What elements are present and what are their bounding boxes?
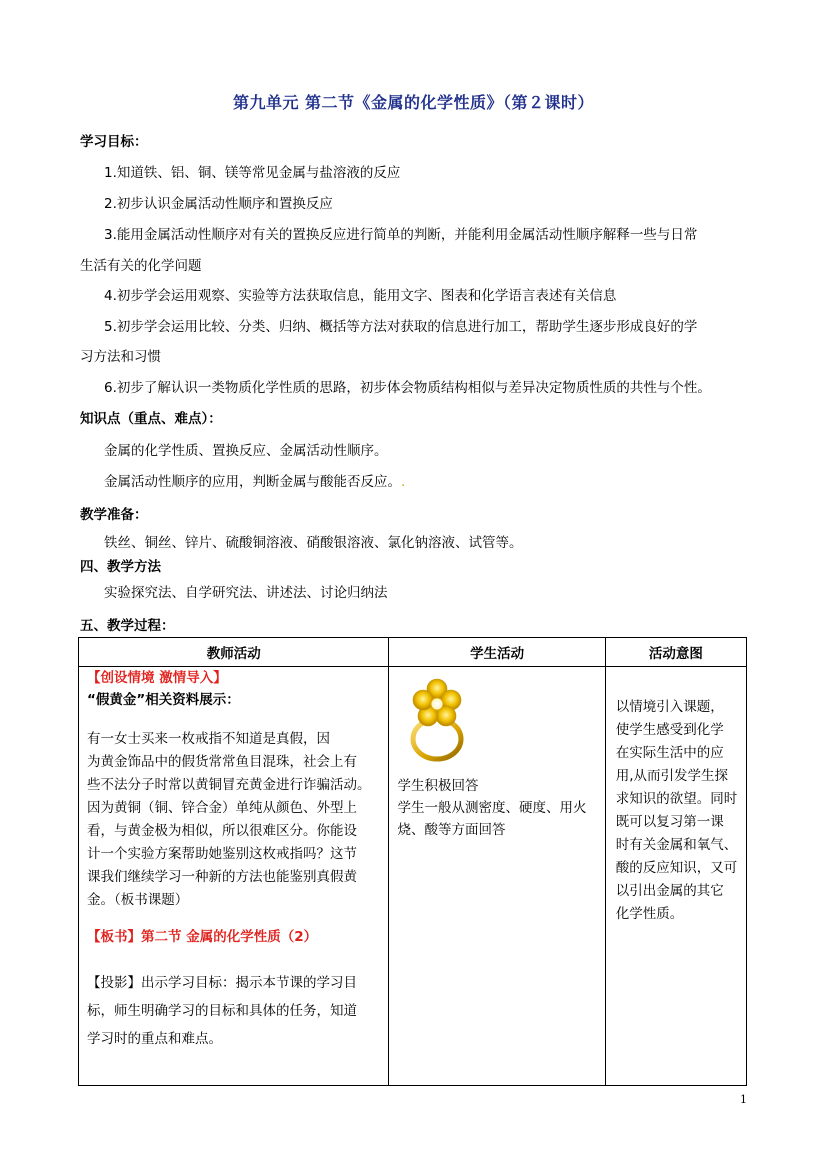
student-cell — [389, 667, 605, 1086]
goal-item: 6.初步了解认识一类物质化学性质的思路，初步体会物质结构相似与差异决定物质性质的共性与个性。 — [104, 380, 711, 396]
story-line: 金。（板书课题） — [87, 892, 189, 908]
knowledge-item — [104, 472, 405, 492]
story-line: 为黄金饰品中的假货常常鱼目混珠，社会上有 — [87, 754, 357, 770]
column-header-intent: 活动意图 — [605, 638, 746, 667]
teacher-cell — [79, 667, 389, 1086]
projection-line: 【投影】出示学习目标：揭示本节课的学习目 — [87, 975, 357, 991]
intent-line: 在实际生活中的应 — [615, 745, 724, 761]
story-line: 计一个实验方案帮助她鉴别这枚戒指吗？这节 — [87, 846, 357, 862]
goal-item: 4.初步学会运用观察、实验等方法获取信息，能用文字、图表和化学语言表述有关信息 — [104, 288, 617, 304]
process-table — [78, 637, 747, 1086]
board-line — [87, 926, 383, 949]
intent-line: 求知识的欲望。同时 — [615, 791, 738, 807]
intent-line: 以引出金属的其它 — [615, 883, 724, 899]
story-line: 课我们继续学习一种新的方法也能鉴别真假黄 — [87, 869, 357, 885]
goal-item: 1.知道铁、铝、铜、镁等常见金属与盐溶液的反应 — [104, 165, 401, 181]
story-line: 因为黄铜（铜、锌合金）单纯从颜色、外型上 — [87, 800, 357, 816]
intent-line: 用,从而引发学生探 — [615, 768, 729, 784]
intent-line: 以情境引入课题， — [615, 699, 724, 715]
student-line: 烧、酸等方面回答 — [397, 822, 506, 838]
board-tag: 【板书】 — [87, 929, 141, 945]
story-line: 些不法分子时常以黄铜冒充黄金进行诈骗活动。 — [87, 777, 371, 793]
story-line: 看，与黄金极为相似，所以很难区分。你能设 — [87, 823, 357, 839]
intent-cell — [605, 667, 746, 1086]
story-line: 有一女士买来一枚戒指不知道是真假，因 — [87, 731, 330, 747]
scene-tag: 【创设情境 激情导入】 — [87, 670, 227, 686]
trailing-mark: . — [401, 474, 406, 490]
knowledge-item-text: 金属活动性顺序的应用，判断金属与酸能否反应。 — [104, 474, 401, 490]
intent-line: 既可以复习第一课 — [615, 814, 724, 830]
goal-item: 2.初步认识金属活动性顺序和置换反应 — [104, 196, 333, 212]
student-line: 学生一般从测密度、硬度、用火 — [397, 800, 587, 816]
process-heading: 五、教学过程： — [80, 618, 175, 634]
goal-item-continuation: 生活有关的化学问题 — [80, 258, 202, 274]
page-title: 第九单元 第二节《金属的化学性质》（第２课时） — [232, 93, 595, 112]
intent-line: 化学性质。 — [615, 906, 684, 922]
goal-item: 3.能用金属活动性顺序对有关的置换反应进行简单的判断，并能利用金属活动性顺序解释一些与日常 — [104, 227, 698, 243]
table-header-row — [79, 638, 747, 667]
methods-heading: 四、教学方法 — [80, 559, 161, 575]
intent-line: 酸的反应知识，又可 — [615, 860, 738, 876]
methods-text: 实验探究法、自学研究法、讲述法、讨论归纳法 — [104, 585, 388, 601]
knowledge-heading: 知识点（重点、难点）： — [80, 411, 222, 427]
goal-item: 5.初步学会运用比较、分类、归纳、概括等方法对获取的信息进行加工，帮助学生逐步形成良好的学 — [104, 319, 698, 335]
prep-heading: 教学准备： — [80, 507, 148, 523]
projection-line: 标，师生明确学习的目标和具体的任务，知道 — [87, 1003, 357, 1019]
goals-heading: 学习目标： — [80, 134, 148, 150]
student-line: 学生积极回答 — [397, 778, 479, 794]
board-text: 第二节 金属的化学性质（2） — [141, 929, 318, 945]
column-header-student: 学生活动 — [389, 638, 605, 667]
fake-gold-subhead: “假黄金”相关资料展示： — [87, 692, 240, 708]
knowledge-item: 金属的化学性质、置换反应、金属活动性顺序。 — [104, 443, 388, 459]
gold-ring-image — [403, 673, 471, 765]
column-header-teacher: 教师活动 — [79, 638, 389, 667]
table-row — [79, 667, 747, 1086]
projection-line: 学习时的重点和难点。 — [87, 1031, 222, 1047]
intent-line: 使学生感受到化学 — [615, 722, 724, 738]
prep-text: 铁丝、铜丝、锌片、硫酸铜溶液、硝酸银溶液、氯化钠溶液、试管等。 — [104, 535, 523, 551]
goal-item-continuation: 习方法和习惯 — [80, 349, 161, 365]
intent-line: 时有关金属和氧气、 — [615, 837, 738, 853]
page-number: 1 — [740, 1093, 747, 1106]
